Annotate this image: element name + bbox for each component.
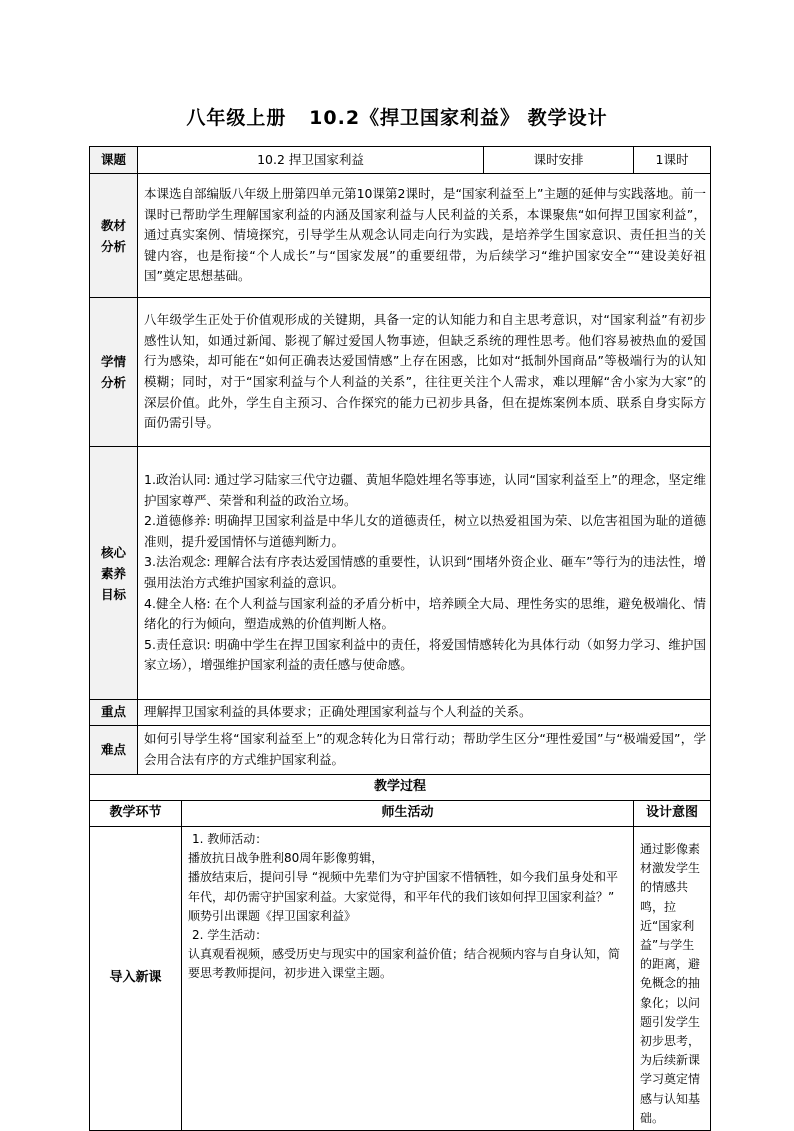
topic-label: 课题 (90, 147, 138, 174)
students-label-text: 学情分析 (100, 354, 126, 390)
stage-cell: 导入新课 (90, 827, 182, 1131)
activity-line: 播放结束后，提问引导 “视频中先辈们为守护国家不惜牺牲，如今我们虽身处和平年代，却仍需守护国家利益。大家觉得，和平年代的我们该如何捍卫国家利益？” 顺势引出课题《捍卫国家利益》 (188, 870, 619, 923)
competency-item: 3.法治观念: 理解合法有序表达爱国情感的重要性，认识到“围堵外资企业、砸车”等行为的违法性，增强用法治方式维护国家利益的意识。 (144, 554, 706, 590)
schedule-label: 课时安排 (484, 147, 634, 174)
col-activities: 师生活动 (182, 801, 634, 827)
competency-label (90, 447, 138, 700)
activity-line: 播放抗日战争胜利80周年影像剪辑， (188, 851, 384, 866)
competency-item: 4.健全人格: 在个人利益与国家利益的矛盾分析中，培养顾全大局、理性务实的思维，避免极端化、情绪化的行为倾向，塑造成熟的价值判断人格。 (144, 595, 706, 632)
difficulty-text: 如何引导学生将“国家利益至上”的观念转化为日常行动；帮助学生区分“理性爱国”与“极端爱国”，学会用合法有序的方式维护国家利益。 (138, 726, 711, 775)
process-heading-row (90, 775, 711, 801)
topic-row (90, 147, 711, 174)
students-label (90, 298, 138, 447)
competency-list (138, 447, 711, 700)
activity-line: 2. 学生活动： (192, 928, 268, 943)
key-point-label: 重点 (90, 700, 138, 726)
competency-item: 5.责任意识: 明确中学生在捍卫国家利益中的责任，将爱国情感转化为具体行动（如努力学习、维护国家立场），增强维护国家利益的责任感与使命感。 (144, 636, 706, 673)
students-row (90, 298, 711, 447)
materials-row (90, 174, 711, 298)
process-columns-row (90, 801, 711, 827)
col-intent: 设计意图 (634, 801, 711, 827)
key-point-text: 理解捍卫国家利益的具体要求；正确处理国家利益与个人利益的关系。 (138, 700, 711, 726)
lesson-plan-table (89, 146, 711, 1131)
process-heading: 教学过程 (90, 775, 711, 801)
process-row (90, 827, 711, 1131)
topic-value (138, 147, 484, 174)
activity-line: 1. 教师活动： (192, 832, 268, 846)
competency-item: 1.政治认同: 通过学习陆家三代守边疆、黄旭华隐姓埋名等事迹，认同“国家利益至上”的理念，坚定维护国家尊严、荣誉和利益的政治立场。 (144, 472, 706, 508)
competency-item: 2.道德修养: 明确捍卫国家利益是中华儿女的道德责任，树立以热爱祖国为荣、以危害祖国为耻的道德准则，提升爱国情怀与道德判断力。 (144, 513, 706, 549)
col-stage: 教学环节 (90, 801, 182, 827)
schedule-value: 1课时 (634, 147, 711, 174)
students-text: 八年级学生正处于价值观形成的关键期，具备一定的认知能力和自主思考意识，对“国家利益”有初步感性认知，如通过新闻、影视了解过爱国人物事迹，但缺乏系统的理性思考。他们容易被热血的爱国行为感染，却可能在“如何正确表达爱国情感”上存在困惑，比如对“抵制外国商品”等极端行为的认知模糊；同时，对于“国家利益与个人利益的关系”，往往更关注个人需求，难以理解“舍小家为大家”的深层价值。此外，学生自主预习、合作探究的能力已初步具备，但在提炼案例本质、联系自身实际方面仍需引导。 (138, 298, 711, 447)
intent-cell: 通过影像素材激发学生的情感共鸣，拉近“国家利益”与学生的距离，避免概念的抽象化；以问题引发学生初步思考，为后续新课学习奠定情感与认知基础。 (634, 827, 711, 1131)
competency-row (90, 447, 711, 700)
materials-text: 本课选自部编版八年级上册第四单元第10课第2课时，是“国家利益至上”主题的延伸与实践落地。前一课时已帮助学生理解国家利益的内涵及国家利益与人民利益的关系，本课聚焦“如何捍卫国家利益”，通过真实案例、情境探究，引导学生从观念认同走向行为实践，是培养学生国家意识、责任担当的关键内容，也是衔接“个人成长”与“国家发展”的重要纽带，为后续学习“维护国家安全”“建设美好祖国”奠定思想基础。 (138, 174, 711, 298)
activities-cell (182, 827, 634, 1131)
activity-line: 认真观看视频，感受历史与现实中的国家利益价值；结合视频内容与自身认知，简要思考教师提问，初步进入课堂主题。 (188, 947, 621, 981)
difficulty-row (90, 726, 711, 775)
key-point-row (90, 700, 711, 726)
page-title: 八年级上册 10.2《捍卫国家利益》 教学设计 (186, 107, 608, 129)
difficulty-label: 难点 (90, 726, 138, 775)
competency-label-text: 核心素养目标 (100, 544, 126, 602)
materials-label (90, 174, 138, 298)
materials-label-text: 教材分析 (100, 217, 126, 254)
topic-value-text: 10.2 捍卫国家利益 (257, 151, 364, 167)
